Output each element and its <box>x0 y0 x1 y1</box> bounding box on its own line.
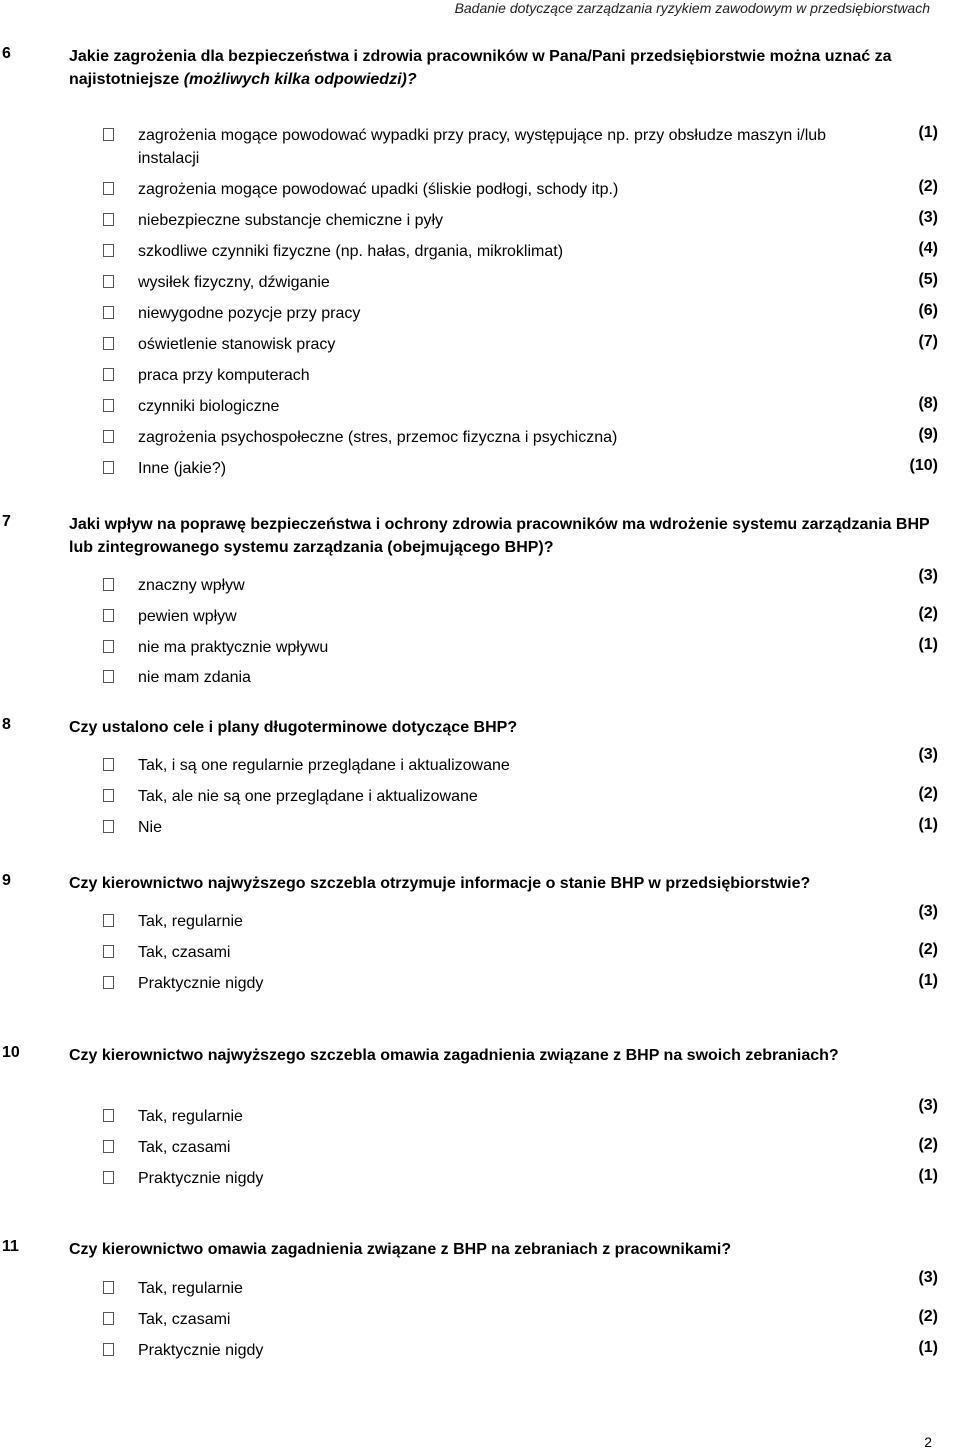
option-label: Tak, regularnie <box>138 1108 243 1125</box>
option-code: (9) <box>918 426 938 443</box>
option-label: wysiłek fizyczny, dźwiganie <box>138 274 330 291</box>
option-label: nie ma praktycznie wpływu <box>138 639 329 656</box>
question-number: 7 <box>2 513 11 530</box>
question-text: Jaki wpływ na poprawę bezpieczeństwa i ochrony zdrowia pracowników ma wdrożenie systemu zarządzania BHP lub zintegrowanego systemu zarządzania (obejmującego BHP)? <box>69 516 930 556</box>
option-label: nie mam zdania <box>138 669 251 686</box>
checkbox-icon[interactable] <box>103 337 114 350</box>
checkbox-icon[interactable] <box>103 609 114 622</box>
checkbox-icon[interactable] <box>103 244 114 257</box>
option-label: Praktycznie nigdy <box>138 1342 264 1359</box>
option-label: Tak, czasami <box>138 1311 231 1328</box>
checkbox-icon[interactable] <box>103 820 114 833</box>
option-code: (2) <box>918 941 938 958</box>
checkbox-icon[interactable] <box>103 1171 114 1184</box>
option-code: (2) <box>918 785 938 802</box>
option-label: Tak, ale nie są one przeglądane i aktualizowane <box>138 788 478 805</box>
option-label: Tak, i są one regularnie przeglądane i aktualizowane <box>138 757 510 774</box>
checkbox-icon[interactable] <box>103 368 114 381</box>
checkbox-icon[interactable] <box>103 914 114 927</box>
question-text <box>69 45 949 91</box>
question-text-main: Jakie zagrożenia dla bezpieczeństwa i zdrowia pracowników w Pana/Pani przedsiębiorstwie można uznać za najistotniejsze <box>69 48 892 88</box>
option-label: zagrożenia mogące powodować wypadki przy pracy, występujące np. przy obsłudze maszyn i/lub instalacji <box>138 127 827 167</box>
checkbox-icon[interactable] <box>103 1109 114 1122</box>
checkbox-icon[interactable] <box>103 1140 114 1153</box>
option-label: Tak, regularnie <box>138 913 243 930</box>
page-number: 2 <box>924 1434 932 1450</box>
option-code: (6) <box>918 302 938 319</box>
option-label: oświetlenie stanowisk pracy <box>138 336 336 353</box>
option-label: Tak, czasami <box>138 944 231 961</box>
page-header: Badanie dotyczące zarządzania ryzykiem zawodowym w przedsiębiorstwach <box>454 0 930 16</box>
option-label: Tak, czasami <box>138 1139 231 1156</box>
option-code: (1) <box>918 636 938 653</box>
checkbox-icon[interactable] <box>103 789 114 802</box>
option-code: (3) <box>918 746 938 763</box>
option-code: (1) <box>918 816 938 833</box>
option-code: (7) <box>918 333 938 350</box>
option-label: praca przy komputerach <box>138 367 310 384</box>
option-label: niewygodne pozycje przy pracy <box>138 305 361 322</box>
question-note: (możliwych kilka odpowiedzi)? <box>183 71 417 88</box>
option-label: zagrożenia mogące powodować upadki (śliskie podłogi, schody itp.) <box>138 181 619 198</box>
option-code: (1) <box>918 1339 938 1356</box>
option-label: Inne (jakie?) <box>138 460 227 477</box>
option-code: (3) <box>918 567 938 584</box>
question-text: Czy kierownictwo najwyższego szczebla otrzymuje informacje o stanie BHP w przedsiębiorstwie? <box>69 875 811 892</box>
option-code: (3) <box>918 209 938 226</box>
checkbox-icon[interactable] <box>103 758 114 771</box>
option-label: Praktycznie nigdy <box>138 1170 264 1187</box>
option-code: (2) <box>918 1308 938 1325</box>
option-label: Nie <box>138 819 163 836</box>
option-code: (5) <box>918 271 938 288</box>
option-label: szkodliwe czynniki fizyczne (np. hałas, drgania, mikroklimat) <box>138 243 564 260</box>
option-code: (1) <box>918 1167 938 1184</box>
checkbox-icon[interactable] <box>103 976 114 989</box>
checkbox-icon[interactable] <box>103 182 114 195</box>
question-number: 6 <box>2 45 11 62</box>
option-code: (8) <box>918 395 938 412</box>
checkbox-icon[interactable] <box>103 399 114 412</box>
option-code: (2) <box>918 605 938 622</box>
option-label: Tak, regularnie <box>138 1280 243 1297</box>
option-code: (10) <box>909 457 938 474</box>
question-number: 9 <box>2 872 11 889</box>
option-label: zagrożenia psychospołeczne (stres, przemoc fizyczna i psychiczna) <box>138 429 618 446</box>
option-label: Praktycznie nigdy <box>138 975 264 992</box>
checkbox-icon[interactable] <box>103 1281 114 1294</box>
checkbox-icon[interactable] <box>103 128 114 141</box>
checkbox-icon[interactable] <box>103 430 114 443</box>
checkbox-icon[interactable] <box>103 1343 114 1356</box>
option-code: (3) <box>918 1097 938 1114</box>
option-code: (4) <box>918 240 938 257</box>
checkbox-icon[interactable] <box>103 945 114 958</box>
checkbox-icon[interactable] <box>103 1312 114 1325</box>
question-text: Czy kierownictwo najwyższego szczebla omawia zagadnienia związane z BHP na swoich zebraniach? <box>69 1047 839 1064</box>
question-text: Czy ustalono cele i plany długoterminowe dotyczące BHP? <box>69 719 518 736</box>
checkbox-icon[interactable] <box>103 670 114 683</box>
option-code: (2) <box>918 1136 938 1153</box>
checkbox-icon[interactable] <box>103 213 114 226</box>
question-number: 10 <box>2 1044 20 1061</box>
option-label: niebezpieczne substancje chemiczne i pyły <box>138 212 444 229</box>
checkbox-icon[interactable] <box>103 275 114 288</box>
question-text: Czy kierownictwo omawia zagadnienia związane z BHP na zebraniach z pracownikami? <box>69 1241 732 1258</box>
question-number: 8 <box>2 716 11 733</box>
checkbox-icon[interactable] <box>103 640 114 653</box>
option-code: (1) <box>918 972 938 989</box>
checkbox-icon[interactable] <box>103 461 114 474</box>
option-label: pewien wpływ <box>138 608 237 625</box>
option-code: (3) <box>918 903 938 920</box>
question-number: 11 <box>2 1238 19 1255</box>
checkbox-icon[interactable] <box>103 306 114 319</box>
option-code: (2) <box>918 178 938 195</box>
option-label: znaczny wpływ <box>138 577 245 594</box>
checkbox-icon[interactable] <box>103 578 114 591</box>
option-code: (3) <box>918 1269 938 1286</box>
option-label: czynniki biologiczne <box>138 398 280 415</box>
option-code: (1) <box>918 124 938 141</box>
